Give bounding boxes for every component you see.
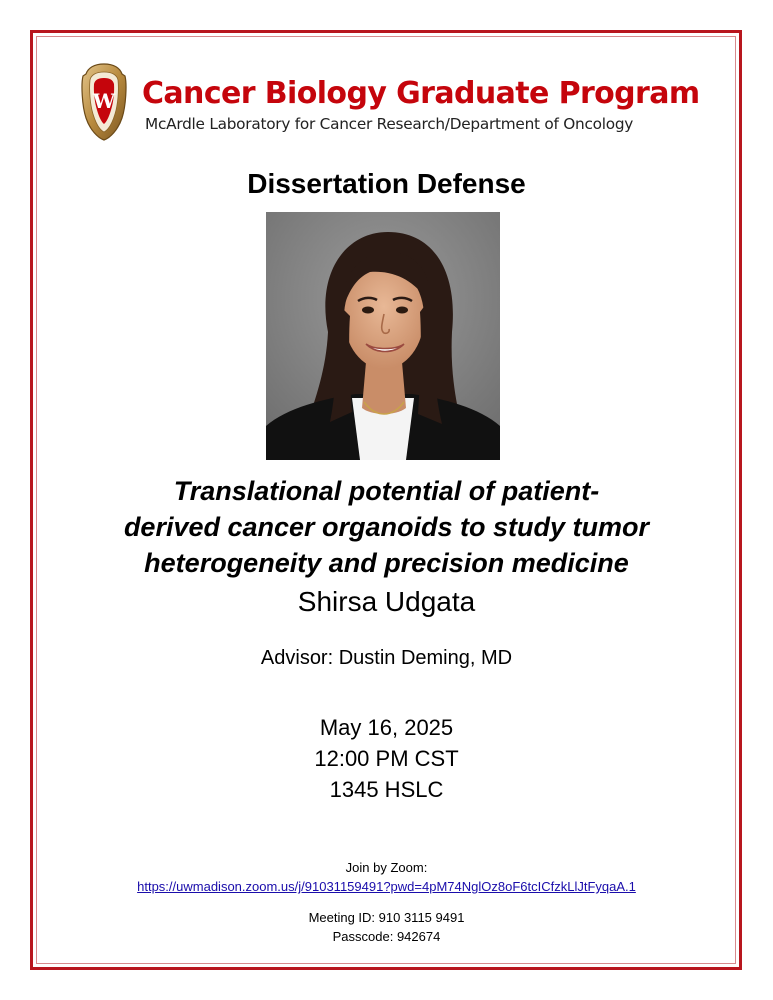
event-time: 12:00 PM CST [314,746,459,771]
zoom-label: Join by Zoom: [345,860,428,875]
svg-text:W: W [92,89,116,113]
dissertation-title-line-3: heterogeneity and precision medicine [144,548,629,578]
program-header [78,62,718,142]
zoom-link[interactable]: https://uwmadison.zoom.us/j/91031159491?pwd=4pM74NglOz8oF6tcICfzkLlJtFyqaA.1 [137,879,636,894]
meeting-id: Meeting ID: 910 3115 9491 [308,910,465,925]
advisor-line: Advisor: Dustin Deming, MD [260,647,513,669]
meeting-passcode: Passcode: 942674 [332,929,441,944]
event-location: 1345 HSLC [329,777,444,802]
program-subtitle: McArdle Laboratory for Cancer Research/Department of Oncology [145,115,634,133]
dissertation-title-line-1: Translational potential of patient- [173,476,600,506]
dissertation-title [60,473,713,581]
event-details [0,712,773,805]
meeting-info [0,908,773,946]
speaker-name: Shirsa Udgata [297,586,476,617]
uw-crest-icon [78,62,130,142]
event-date: May 16, 2025 [319,715,454,740]
dissertation-title-line-2: derived cancer organoids to study tumor [123,512,650,542]
speaker-portrait [266,212,500,460]
program-title: Cancer Biology Graduate Program [142,76,700,111]
portrait-illustration [266,212,500,460]
event-type-heading: Dissertation Defense [247,168,526,199]
